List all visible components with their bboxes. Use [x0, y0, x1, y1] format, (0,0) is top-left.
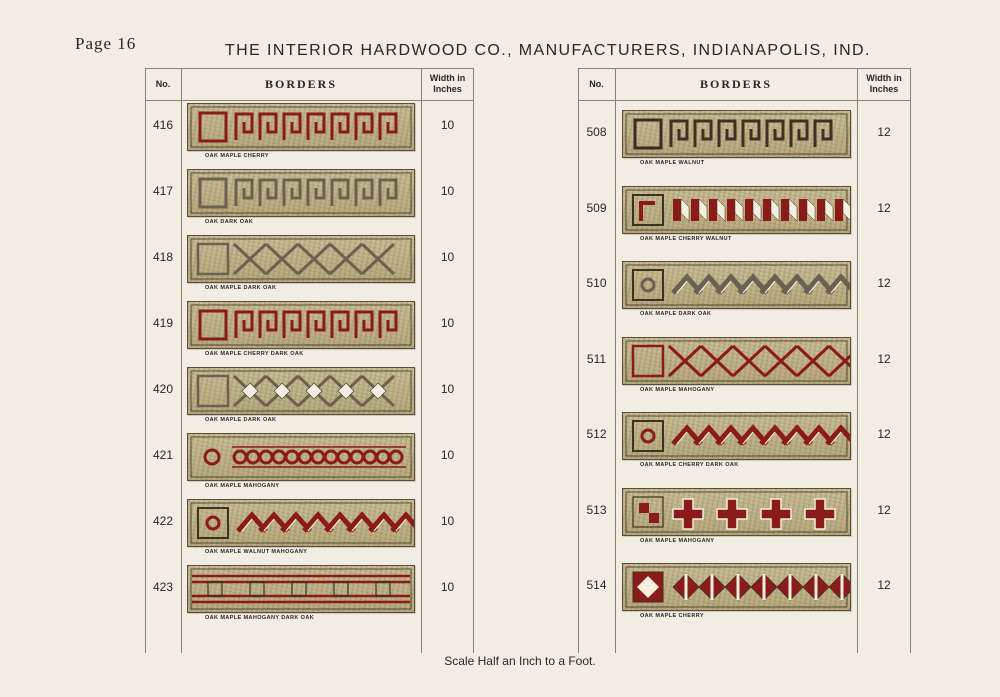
width-inches-value: 12 — [877, 276, 891, 290]
width-inches-value: 12 — [877, 578, 891, 592]
border-pattern-cubes — [623, 564, 850, 610]
border-row-423 — [145, 565, 474, 627]
border-number: 513 — [586, 502, 607, 517]
width-inches-value: 10 — [440, 448, 455, 462]
scale-note: Scale Half an Inch to a Foot. — [444, 654, 596, 668]
border-row-512 — [578, 412, 911, 484]
page-title: THE INTERIOR HARDWOOD CO., MANUFACTURERS, INDIANAPOLIS, IND. — [225, 42, 871, 59]
border-row-416 — [145, 103, 474, 165]
border-swatch — [187, 367, 415, 415]
wood-species-caption: OAK MAPLE WALNUT — [640, 160, 705, 166]
border-swatch — [187, 301, 415, 349]
width-inches-value: 10 — [440, 184, 455, 198]
width-inches-value: 12 — [877, 351, 891, 366]
border-row-417 — [145, 169, 474, 231]
width-inches-value: 10 — [440, 514, 455, 528]
wood-species-caption: OAK MAPLE CHERRY DARK OAK — [205, 351, 304, 357]
wood-species-caption: OAK DARK OAK — [205, 219, 254, 225]
wood-species-caption: OAK MAPLE WALNUT MAHOGANY — [205, 549, 308, 555]
borders-table-left — [145, 68, 474, 653]
border-row-508 — [578, 110, 911, 182]
border-pattern-greek — [188, 302, 414, 348]
border-row-510 — [578, 261, 911, 333]
border-row-419 — [145, 301, 474, 363]
wood-species-caption: OAK MAPLE MAHOGANY — [640, 537, 715, 544]
border-pattern-lattice — [188, 236, 414, 282]
wood-species-caption: OAK MAPLE MAHOGANY — [640, 386, 715, 393]
border-swatch — [187, 169, 415, 217]
border-swatch — [622, 261, 851, 309]
border-number: 511 — [586, 351, 607, 366]
border-number: 417 — [152, 184, 174, 198]
border-swatch — [187, 235, 415, 283]
border-pattern-braid — [188, 500, 414, 546]
border-number: 510 — [586, 276, 607, 290]
column-header-borders: BORDERS — [699, 76, 772, 91]
border-row-509 — [578, 186, 911, 258]
column-header-borders: BORDERS — [264, 76, 337, 91]
border-number: 418 — [152, 250, 174, 264]
width-inches-value: 12 — [877, 200, 891, 215]
width-inches-value: 10 — [440, 250, 455, 264]
border-number: 420 — [152, 382, 174, 396]
border-row-418 — [145, 235, 474, 297]
border-swatch — [622, 488, 851, 536]
border-pattern-chain — [188, 434, 414, 480]
border-row-513 — [578, 488, 911, 560]
border-pattern-stripes — [188, 566, 414, 612]
border-number: 421 — [152, 448, 174, 462]
width-inches-value: 10 — [440, 316, 455, 330]
border-swatch — [187, 565, 415, 613]
column-header-width: Width in Inches — [866, 73, 902, 94]
column-header-no: No. — [155, 79, 171, 89]
border-pattern-diamond — [188, 368, 414, 414]
wood-species-caption: OAK MAPLE DARK OAK — [640, 311, 712, 317]
border-pattern-key — [188, 104, 414, 150]
border-row-514 — [578, 563, 911, 635]
page-number: Page 16 — [75, 34, 137, 53]
column-header-no: No. — [589, 79, 604, 89]
border-number: 422 — [152, 514, 174, 528]
border-row-422 — [145, 499, 474, 561]
border-pattern-braid — [623, 413, 850, 459]
border-swatch — [622, 412, 851, 460]
border-swatch — [622, 186, 851, 234]
wood-species-caption: OAK MAPLE CHERRY — [640, 613, 704, 619]
borders-table-right — [578, 68, 911, 653]
wood-species-caption: OAK MAPLE DARK OAK — [205, 417, 277, 423]
border-pattern-meander — [623, 111, 850, 157]
border-pattern-braid — [623, 262, 850, 308]
border-pattern-cross — [623, 489, 850, 535]
border-pattern-greek — [188, 170, 414, 216]
wood-species-caption: OAK MAPLE CHERRY — [205, 153, 269, 159]
border-number: 423 — [152, 580, 174, 594]
wood-species-caption: OAK MAPLE CHERRY DARK OAK — [640, 462, 739, 468]
border-number: 508 — [586, 125, 607, 139]
border-row-511 — [578, 337, 911, 409]
border-pattern-flags — [623, 187, 850, 233]
border-number: 419 — [152, 316, 174, 330]
width-inches-value: 10 — [440, 382, 455, 396]
width-inches-value: 12 — [877, 125, 891, 139]
border-number: 509 — [586, 200, 607, 215]
wood-species-caption: OAK MAPLE DARK OAK — [205, 285, 277, 291]
width-inches-value: 12 — [877, 502, 891, 517]
wood-species-caption: OAK MAPLE CHERRY WALNUT — [640, 235, 732, 242]
column-header-width: Width in Inches — [429, 73, 466, 94]
width-inches-value: 10 — [440, 118, 455, 132]
border-row-421 — [145, 433, 474, 495]
border-pattern-lattice — [623, 338, 850, 384]
border-swatch — [622, 337, 851, 385]
border-swatch — [622, 110, 851, 158]
border-row-420 — [145, 367, 474, 429]
border-swatch — [187, 103, 415, 151]
border-swatch — [187, 433, 415, 481]
border-number: 512 — [586, 427, 607, 441]
border-number: 416 — [152, 118, 174, 132]
border-number: 514 — [586, 578, 607, 592]
width-inches-value: 12 — [877, 427, 891, 441]
border-swatch — [622, 563, 851, 611]
wood-species-caption: OAK MAPLE MAHOGANY DARK OAK — [205, 615, 315, 621]
border-swatch — [187, 499, 415, 547]
width-inches-value: 10 — [440, 580, 455, 594]
wood-species-caption: OAK MAPLE MAHOGANY — [205, 483, 280, 489]
